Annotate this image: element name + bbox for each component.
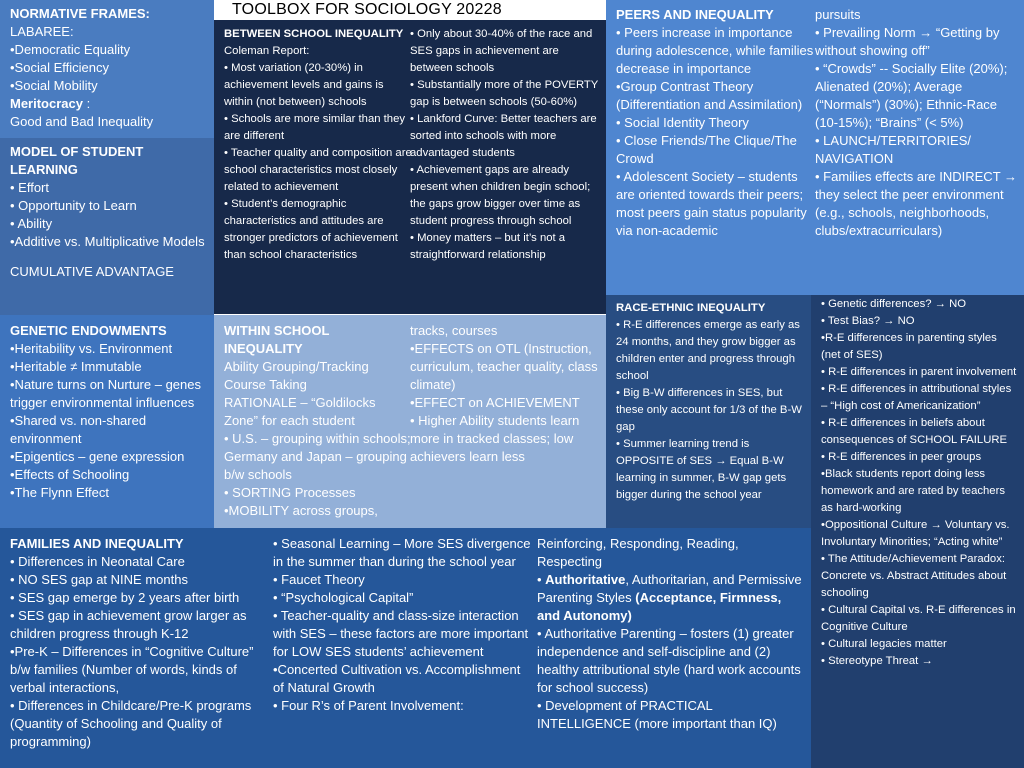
families-col-2 [273,535,531,715]
model-heading-line2: LEARNING [10,162,78,177]
right-item: •R-E differences in parenting styles (net of SES) [821,332,997,361]
model-item: • Opportunity to Learn [10,198,137,213]
between-item: • Achievement gaps are already present when children begin school; the gaps grow bigger over time as student progress through school [410,164,591,227]
right-item: •Black students report doing less homework and are rated by teachers as hard-working [821,468,1005,514]
page-title: TOOLBOX FOR SOCIOLOGY 20228 [232,1,502,18]
between-item: • Most variation (20-30%) in achievement levels and gains is within (not between) schools [224,62,384,108]
meritocracy-label: Meritocracy [10,96,83,111]
within-item: Ability Grouping/Tracking [224,359,369,374]
cumulative-advantage: CUMULATIVE ADVANTAGE [10,264,174,279]
peers-item: •Group Contrast Theory (Differentiation and Assimilation) [616,79,803,112]
right-item: • R-E differences in parent involvement [821,366,1017,378]
normative-item: •Social Mobility [10,78,98,93]
genetic-heading: GENETIC ENDOWMENTS [10,323,167,338]
between-col-2 [410,26,600,264]
families-item: • Teacher-quality and class-size interaction with SES – these factors are more important for LOW SES students’ achievement [273,608,529,659]
families-item: •Pre-K – Differences in “Cognitive Culture” b/w families (Number of words, kinds of verbal interactions, [10,644,254,695]
authoritative-label: Authoritative [545,572,626,587]
families-col-1 [10,535,272,751]
between-item: • Lankford Curve: Better teachers are sorted into schools with more advantaged students [410,113,597,159]
meritocracy-line [10,95,206,113]
within-item: • U.S. – grouping within schools; Germany and Japan – grouping b/w schools [224,431,411,482]
peers-item: • “Crowds” -- Socially Elite (20%); Alienated (20%); Average (“Normals”) (30%); Ethnic-Race (10-15%); “Brains” (< 5%) [815,61,1008,130]
families-item: • Faucet Theory [273,572,365,587]
within-item: RATIONALE – “Goldilocks Zone” for each student [224,395,376,428]
race-item: • R-E differences emerge as early as 24 months, and they grow bigger as children enter and progress through school [616,319,800,382]
within-item: Course Taking [224,377,307,392]
model-item: •Additive vs. Multiplicative Models [10,234,205,249]
normative-item: Good and Bad Inequality [10,114,154,129]
right-item: •Oppositional Culture → Voluntary vs. Involuntary Minorities; “Acting white” [821,519,1010,548]
model-item: • Effort [10,180,49,195]
families-item: • Authoritative Parenting – fosters (1) greater independence and self-discipline and (2) healthy attributional style (hard work accounts for school success) [537,626,801,695]
genetic-item: •Heritable ≠ Immutable [10,359,142,374]
peers-item: pursuits [815,7,861,22]
families-item: • NO SES gap at NINE months [10,572,188,587]
race-item: • Summer learning trend is OPPOSITE of SES → Equal B-W learning in summer, B-W gap gets bigger during the school year [616,438,787,501]
within-item: •EFFECT on ACHIEVEMENT [410,395,580,410]
families-item: Reinforcing, Responding, Reading, Respecting [537,536,739,569]
right-item: • R-E differences in attributional styles – “High cost of Americanization” [821,383,1012,412]
race-item: • Big B-W differences in SES, but these only account for 1/3 of the B-W gap [616,387,802,433]
between-item: • Teacher quality and composition are school characteristics most closely related to achievement [224,147,412,193]
peers-item: • Families effects are INDIRECT → they select the peer environment (e.g., schools, neighborhoods, clubs/extracurriculars) [815,169,1018,238]
between-school-box [214,20,606,314]
families-item: • Four R’s of Parent Involvement: [273,698,464,713]
peers-box [606,0,1024,295]
within-item: • SORTING Processes [224,485,356,500]
right-item: • Cultural legacies matter [821,638,947,650]
parenting-styles-text: , Authoritarian, and Permissive Parenting Styles [537,572,802,605]
families-item: • Development of PRACTICAL INTELLIGENCE (more important than IQ) [537,698,777,731]
genetic-item: •The Flynn Effect [10,485,109,500]
peers-item: • Close Friends/The Clique/The Crowd [616,133,797,166]
between-heading: BETWEEN SCHOOL INEQUALITY [224,28,404,40]
genetic-item: •Nature turns on Nurture – genes trigger environmental influences [10,377,201,410]
within-col-1 [224,322,412,520]
families-item: •Concerted Cultivation vs. Accomplishment of Natural Growth [273,662,521,695]
families-item: • “Psychological Capital” [273,590,414,605]
families-col-3 [537,535,805,733]
normative-item: •Democratic Equality [10,42,131,57]
peers-item: • Social Identity Theory [616,115,749,130]
families-item-parenting-styles: • Authoritative, Authoritarian, and Permissive Parenting Styles (Acceptance, Firmness, and Autonomy) [537,572,802,623]
between-item: • Schools are more similar than they are different [224,113,406,142]
peers-col-2 [815,6,1019,240]
within-school-box [214,315,606,528]
right-item: • The Attitude/Achievement Paradox: Concrete vs. Abstract Attitudes about schooling [821,553,1007,599]
peers-col-1 [616,6,814,240]
between-item: • Money matters – but it’s not a straightforward relationship [410,232,566,261]
meritocracy-suffix: : [82,96,91,111]
normative-frames-box [0,0,214,138]
within-item: tracks, courses [410,323,498,338]
within-heading-line1: WITHIN SCHOOL [224,323,330,338]
race-ethnic-box [606,295,811,528]
families-box [0,528,811,768]
normative-item: •Social Efficiency [10,60,109,75]
peers-item: • LAUNCH/TERRITORIES/ NAVIGATION [815,133,971,166]
between-item: Coleman Report: [224,45,310,57]
within-col-2 [410,322,602,466]
within-item: •EFFECTS on OTL (Instruction, curriculum, teacher quality, class climate) [410,341,598,392]
within-item: •MOBILITY across groups, [224,503,378,518]
peers-item: • Adolescent Society – students are oriented towards their peers; most peers gain status popularity via non-academic [616,169,807,238]
right-item: • Genetic differences? → NO [821,298,967,310]
peers-item: • Peers increase in importance during adolescence, while families decrease in importance [616,25,814,76]
right-item: • Stereotype Threat → [821,655,933,667]
genetic-endowments-box [0,315,214,528]
genetic-item: •Shared vs. non-shared environment [10,413,147,446]
within-heading-line2: INEQUALITY [224,341,303,356]
normative-heading: NORMATIVE FRAMES: [10,6,150,21]
normative-item: LABAREE: [10,24,74,39]
families-item: • SES gap in achievement grow larger as children progress through K-12 [10,608,247,641]
between-item: • Only about 30-40% of the race and SES gaps in achievement are between schools [410,28,593,74]
families-item: • SES gap emerge by 2 years after birth [10,590,240,605]
model-item: • Ability [10,216,53,231]
families-item: • Differences in Neonatal Care [10,554,185,569]
model-heading-line1: MODEL OF STUDENT [10,144,144,159]
genetic-item: •Epigentics – gene expression [10,449,185,464]
genetic-item: •Heritability vs. Environment [10,341,173,356]
peers-heading: PEERS AND INEQUALITY [616,7,774,22]
parenting-dimensions: (Acceptance, Firmness, and Autonomy) [537,590,782,623]
right-item: • Cultural Capital vs. R-E differences in Cognitive Culture [821,604,1016,633]
race-ethnic-continued-box [811,295,1024,768]
right-item: • R-E differences in peer groups [821,451,982,463]
right-item: • R-E differences in beliefs about consequences of SCHOOL FAILURE [821,417,1008,446]
families-heading: FAMILIES AND INEQUALITY [10,536,184,551]
right-item: • Test Bias? → NO [821,315,915,327]
between-col-1 [224,26,412,264]
families-item: • Differences in Childcare/Pre-K programs (Quantity of Schooling and Quality of programming) [10,698,252,749]
within-item: • Higher Ability students learn more in tracked classes; low achievers learn less [410,413,580,464]
families-item: • Seasonal Learning – More SES divergence in the summer than during the school year [273,536,531,569]
between-item: • Substantially more of the POVERTY gap is between schools (50-60%) [410,79,599,108]
race-heading: RACE-ETHNIC INEQUALITY [616,302,766,314]
genetic-item: •Effects of Schooling [10,467,130,482]
peers-item: • Prevailing Norm → “Getting by without showing off” [815,25,1000,58]
between-item: • Student’s demographic characteristics and attitudes are stronger predictors of achievement than school characteristics [224,198,398,261]
model-of-learning-box [0,138,214,315]
